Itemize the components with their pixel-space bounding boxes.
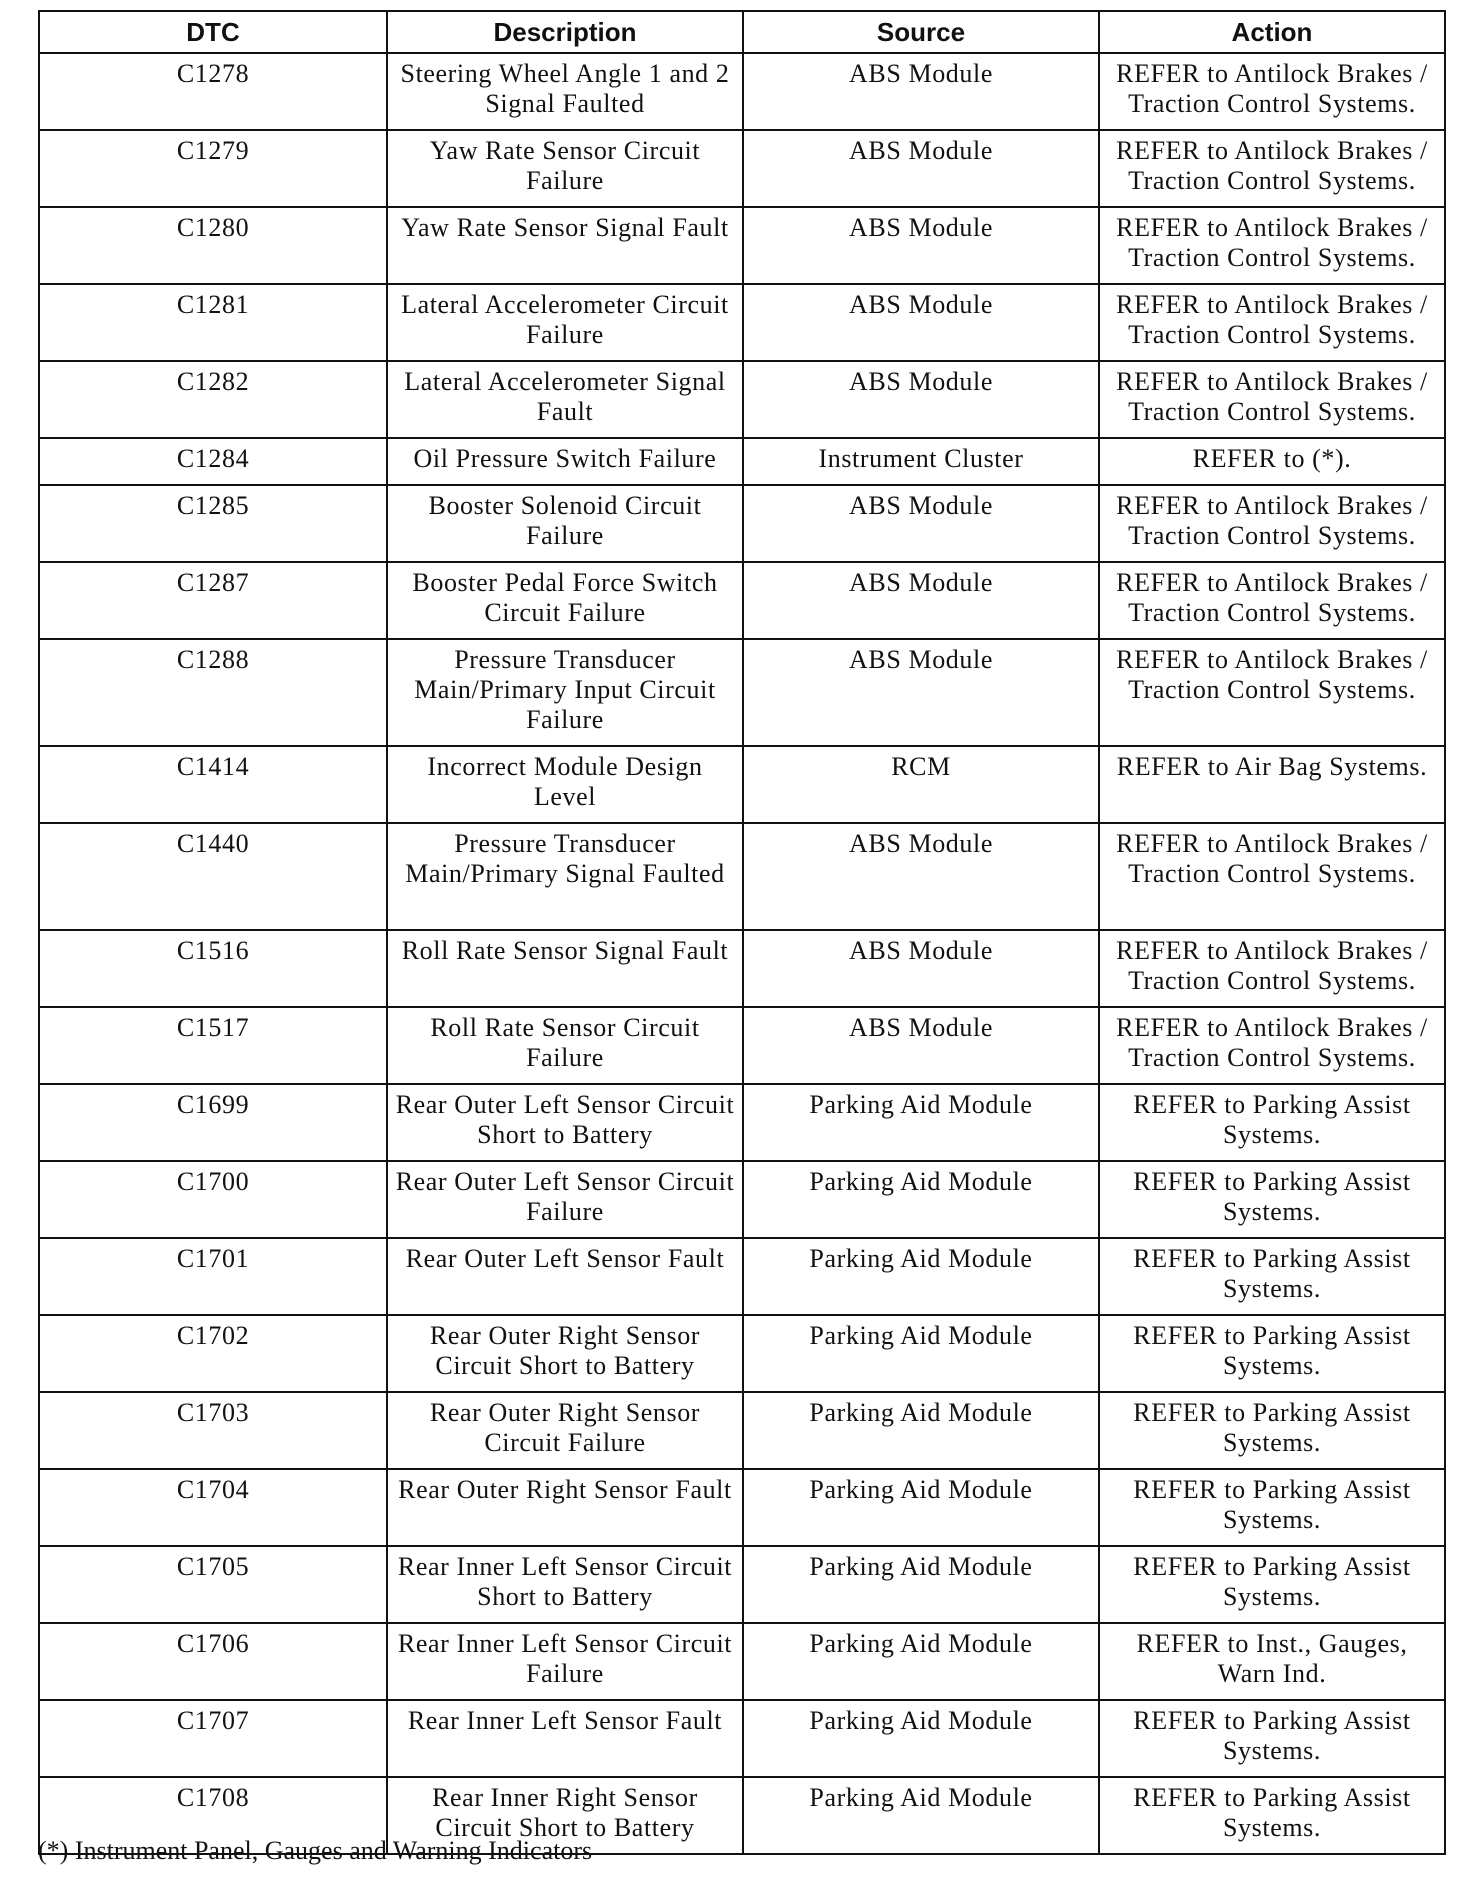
cell-source: Parking Aid Module [743, 1392, 1099, 1469]
cell-dtc: C1704 [39, 1469, 387, 1546]
cell-source: RCM [743, 746, 1099, 823]
cell-description: Rear Outer Right Sensor Circuit Failure [387, 1392, 743, 1469]
cell-dtc: C1517 [39, 1007, 387, 1084]
cell-dtc: C1705 [39, 1546, 387, 1623]
cell-source: ABS Module [743, 207, 1099, 284]
header-row [39, 11, 1445, 53]
cell-description: Rear Outer Left Sensor Fault [387, 1238, 743, 1315]
table-row [39, 1392, 1445, 1469]
cell-description: Roll Rate Sensor Signal Fault [387, 930, 743, 1007]
cell-source: Parking Aid Module [743, 1315, 1099, 1392]
table-row [39, 823, 1445, 930]
cell-dtc: C1699 [39, 1084, 387, 1161]
cell-action: REFER to Antilock Brakes / Traction Control Systems. [1099, 823, 1445, 930]
cell-action: REFER to Parking Assist Systems. [1099, 1777, 1445, 1854]
cell-source: Instrument Cluster [743, 438, 1099, 485]
cell-description: Rear Inner Left Sensor Fault [387, 1700, 743, 1777]
table-row [39, 562, 1445, 639]
cell-source: ABS Module [743, 562, 1099, 639]
cell-description: Yaw Rate Sensor Signal Fault [387, 207, 743, 284]
cell-action: REFER to Antilock Brakes / Traction Control Systems. [1099, 130, 1445, 207]
table-row [39, 438, 1445, 485]
cell-action: REFER to Antilock Brakes / Traction Control Systems. [1099, 53, 1445, 130]
cell-source: ABS Module [743, 823, 1099, 930]
cell-source: ABS Module [743, 639, 1099, 746]
cell-source: Parking Aid Module [743, 1161, 1099, 1238]
table-row [39, 930, 1445, 1007]
cell-description: Booster Solenoid Circuit Failure [387, 485, 743, 562]
table-row [39, 1084, 1445, 1161]
table-row [39, 361, 1445, 438]
cell-description: Lateral Accelerometer Signal Fault [387, 361, 743, 438]
cell-action: REFER to Antilock Brakes / Traction Control Systems. [1099, 562, 1445, 639]
cell-dtc: C1285 [39, 485, 387, 562]
cell-dtc: C1281 [39, 284, 387, 361]
header-action: Action [1099, 11, 1445, 53]
cell-dtc: C1700 [39, 1161, 387, 1238]
cell-description: Rear Inner Left Sensor Circuit Failure [387, 1623, 743, 1700]
cell-action: REFER to Parking Assist Systems. [1099, 1700, 1445, 1777]
cell-dtc: C1440 [39, 823, 387, 930]
cell-description: Roll Rate Sensor Circuit Failure [387, 1007, 743, 1084]
cell-description: Rear Outer Right Sensor Fault [387, 1469, 743, 1546]
cell-dtc: C1703 [39, 1392, 387, 1469]
cell-source: Parking Aid Module [743, 1700, 1099, 1777]
cell-source: ABS Module [743, 485, 1099, 562]
cell-dtc: C1708 [39, 1777, 387, 1854]
header-description: Description [387, 11, 743, 53]
cell-dtc: C1287 [39, 562, 387, 639]
cell-dtc: C1284 [39, 438, 387, 485]
cell-source: ABS Module [743, 284, 1099, 361]
document-page [38, 10, 1444, 1855]
cell-source: ABS Module [743, 930, 1099, 1007]
cell-action: REFER to Parking Assist Systems. [1099, 1161, 1445, 1238]
header-source: Source [743, 11, 1099, 53]
table-body [39, 53, 1445, 1854]
cell-description: Steering Wheel Angle 1 and 2 Signal Faulted [387, 53, 743, 130]
table-row [39, 1469, 1445, 1546]
table-row [39, 1315, 1445, 1392]
cell-dtc: C1282 [39, 361, 387, 438]
cell-description: Yaw Rate Sensor Circuit Failure [387, 130, 743, 207]
cell-action: REFER to (*). [1099, 438, 1445, 485]
table-row [39, 1161, 1445, 1238]
cell-dtc: C1701 [39, 1238, 387, 1315]
cell-source: Parking Aid Module [743, 1546, 1099, 1623]
cell-dtc: C1516 [39, 930, 387, 1007]
cell-description: Rear Outer Left Sensor Circuit Failure [387, 1161, 743, 1238]
cell-dtc: C1288 [39, 639, 387, 746]
table-row [39, 1238, 1445, 1315]
cell-source: ABS Module [743, 361, 1099, 438]
table-header [39, 11, 1445, 53]
cell-dtc: C1279 [39, 130, 387, 207]
table-row [39, 130, 1445, 207]
cell-description: Oil Pressure Switch Failure [387, 438, 743, 485]
cell-source: Parking Aid Module [743, 1238, 1099, 1315]
table-row [39, 207, 1445, 284]
cell-source: ABS Module [743, 53, 1099, 130]
table-row [39, 1546, 1445, 1623]
cell-action: REFER to Air Bag Systems. [1099, 746, 1445, 823]
cell-dtc: C1702 [39, 1315, 387, 1392]
cell-action: REFER to Inst., Gauges, Warn Ind. [1099, 1623, 1445, 1700]
cell-source: Parking Aid Module [743, 1623, 1099, 1700]
table-row [39, 1007, 1445, 1084]
header-dtc: DTC [39, 11, 387, 53]
cell-dtc: C1278 [39, 53, 387, 130]
cell-description: Lateral Accelerometer Circuit Failure [387, 284, 743, 361]
cell-description: Rear Inner Left Sensor Circuit Short to Battery [387, 1546, 743, 1623]
cell-description: Rear Inner Right Sensor Circuit Short to Battery [387, 1777, 743, 1854]
cell-dtc: C1280 [39, 207, 387, 284]
table-row [39, 1623, 1445, 1700]
cell-action: REFER to Parking Assist Systems. [1099, 1238, 1445, 1315]
dtc-table [38, 10, 1446, 1855]
table-row [39, 1700, 1445, 1777]
cell-dtc: C1706 [39, 1623, 387, 1700]
table-row [39, 485, 1445, 562]
cell-source: ABS Module [743, 130, 1099, 207]
cell-source: Parking Aid Module [743, 1084, 1099, 1161]
cell-action: REFER to Antilock Brakes / Traction Control Systems. [1099, 639, 1445, 746]
cell-action: REFER to Antilock Brakes / Traction Control Systems. [1099, 361, 1445, 438]
cell-action: REFER to Parking Assist Systems. [1099, 1469, 1445, 1546]
cell-dtc: C1414 [39, 746, 387, 823]
table-row [39, 746, 1445, 823]
table-row [39, 639, 1445, 746]
table-row [39, 53, 1445, 130]
cell-action: REFER to Parking Assist Systems. [1099, 1546, 1445, 1623]
cell-description: Incorrect Module Design Level [387, 746, 743, 823]
cell-action: REFER to Parking Assist Systems. [1099, 1315, 1445, 1392]
cell-action: REFER to Antilock Brakes / Traction Control Systems. [1099, 1007, 1445, 1084]
cell-description: Pressure Transducer Main/Primary Input Circuit Failure [387, 639, 743, 746]
cell-description: Booster Pedal Force Switch Circuit Failure [387, 562, 743, 639]
cell-action: REFER to Parking Assist Systems. [1099, 1084, 1445, 1161]
cell-description: Rear Outer Right Sensor Circuit Short to Battery [387, 1315, 743, 1392]
cell-description: Pressure Transducer Main/Primary Signal Faulted [387, 823, 743, 930]
cell-source: Parking Aid Module [743, 1777, 1099, 1854]
cell-dtc: C1707 [39, 1700, 387, 1777]
footnote: (*) Instrument Panel, Gauges and Warning Indicators [38, 1836, 593, 1865]
cell-action: REFER to Antilock Brakes / Traction Control Systems. [1099, 207, 1445, 284]
cell-action: REFER to Parking Assist Systems. [1099, 1392, 1445, 1469]
cell-action: REFER to Antilock Brakes / Traction Control Systems. [1099, 284, 1445, 361]
cell-description: Rear Outer Left Sensor Circuit Short to Battery [387, 1084, 743, 1161]
cell-action: REFER to Antilock Brakes / Traction Control Systems. [1099, 930, 1445, 1007]
cell-action: REFER to Antilock Brakes / Traction Control Systems. [1099, 485, 1445, 562]
table-row [39, 284, 1445, 361]
cell-source: Parking Aid Module [743, 1469, 1099, 1546]
cell-source: ABS Module [743, 1007, 1099, 1084]
